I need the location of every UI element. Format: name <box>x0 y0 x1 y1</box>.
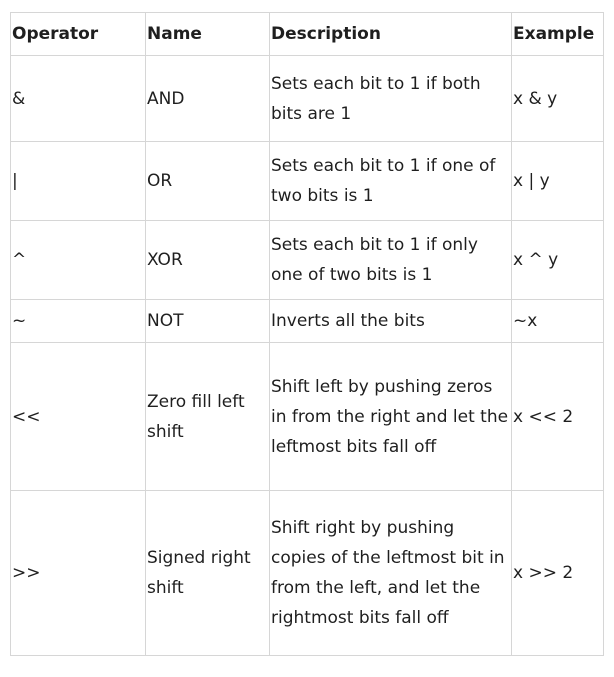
operator-cell: >> <box>11 491 146 656</box>
operator-cell: | <box>11 142 146 221</box>
name-cell: XOR <box>146 221 270 300</box>
table-row <box>11 491 604 656</box>
header-name: Name <box>146 13 270 56</box>
name-cell: NOT <box>146 300 270 343</box>
name-cell: Zero fill left shift <box>146 343 270 491</box>
description-cell: Inverts all the bits <box>270 300 512 343</box>
table-row <box>11 142 604 221</box>
table-row <box>11 221 604 300</box>
description-cell: Shift right by pushing copies of the leftmost bit in from the left, and let the rightmost bits fall off <box>270 491 512 656</box>
example-cell: ~x <box>512 300 604 343</box>
operator-cell: & <box>11 56 146 142</box>
name-cell: Signed right shift <box>146 491 270 656</box>
description-cell: Sets each bit to 1 if one of two bits is 1 <box>270 142 512 221</box>
operator-cell: ^ <box>11 221 146 300</box>
example-cell: x << 2 <box>512 343 604 491</box>
description-cell: Sets each bit to 1 if only one of two bits is 1 <box>270 221 512 300</box>
operator-cell: << <box>11 343 146 491</box>
table-row <box>11 300 604 343</box>
table-row <box>11 343 604 491</box>
description-cell: Sets each bit to 1 if both bits are 1 <box>270 56 512 142</box>
description-cell: Shift left by pushing zeros in from the right and let the leftmost bits fall off <box>270 343 512 491</box>
table-header-row <box>11 13 604 56</box>
bitwise-operators-table <box>10 12 604 656</box>
example-cell: x & y <box>512 56 604 142</box>
example-cell: x >> 2 <box>512 491 604 656</box>
header-example: Example <box>512 13 604 56</box>
example-cell: x | y <box>512 142 604 221</box>
operator-cell: ~ <box>11 300 146 343</box>
header-operator: Operator <box>11 13 146 56</box>
name-cell: OR <box>146 142 270 221</box>
header-description: Description <box>270 13 512 56</box>
table-row <box>11 56 604 142</box>
example-cell: x ^ y <box>512 221 604 300</box>
name-cell: AND <box>146 56 270 142</box>
